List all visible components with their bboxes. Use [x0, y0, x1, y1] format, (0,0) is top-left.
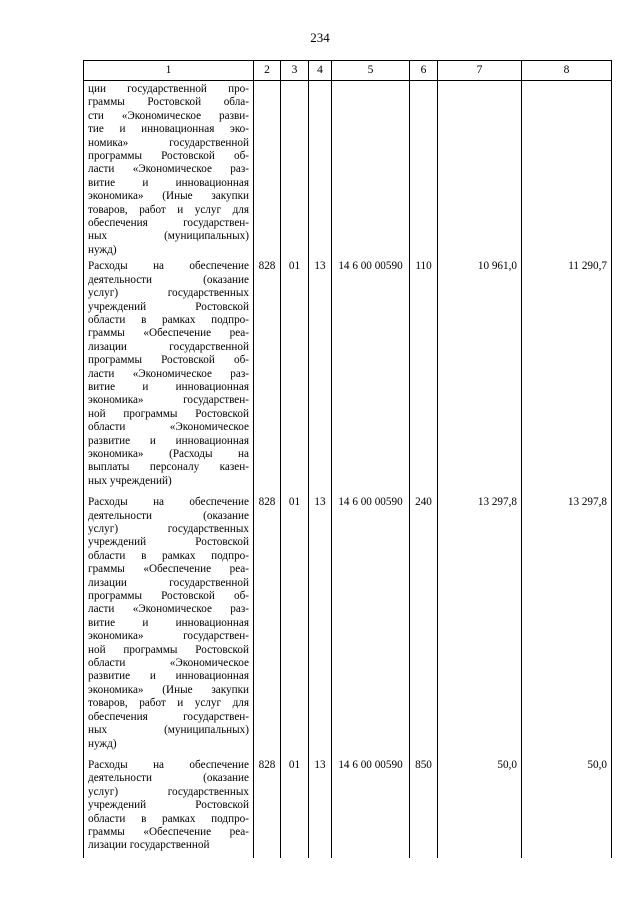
description-line: области в рамках подпро-	[88, 812, 249, 825]
description-line: товаров, работ и услуг для	[88, 697, 249, 710]
description-line: граммы «Обеспечение реа-	[88, 563, 249, 576]
amount-year-1: 10 961,0	[438, 257, 522, 493]
row-description	[84, 81, 254, 258]
description-line: Расходы на обеспечение	[88, 758, 249, 771]
description-line: ции государственной про-	[88, 83, 249, 95]
description-line: деятельности (оказание	[88, 772, 249, 785]
ministry-code: 828	[254, 756, 281, 858]
amount-year-2: 50,0	[522, 756, 612, 858]
description-line: Расходы на обеспечение	[88, 496, 249, 509]
description-line: развитие и инновационная	[88, 434, 249, 447]
subsection-code	[309, 81, 332, 258]
expense-type-code: 850	[410, 756, 438, 858]
description-line: обеспечения государствен-	[88, 217, 249, 230]
description-line: лизации государственной	[88, 839, 210, 852]
column-header: 6	[410, 61, 438, 81]
description-line: деятельности (оказание	[88, 509, 249, 522]
amount-year-1: 50,0	[438, 756, 522, 858]
column-header: 3	[281, 61, 309, 81]
target-article-code: 14 6 00 00590	[332, 257, 410, 493]
description-line: сти «Экономическое разви-	[88, 109, 249, 122]
target-article-code: 14 6 00 00590	[332, 493, 410, 756]
table-row	[84, 493, 612, 756]
description-line: Расходы на обеспечение	[88, 260, 249, 273]
description-line: услуг) государственных	[88, 287, 249, 300]
budget-table	[83, 60, 612, 858]
table-header-row	[84, 61, 612, 81]
description-line: программы Ростовской об-	[88, 354, 249, 367]
description-line: программы Ростовской об-	[88, 590, 249, 603]
description-line: развитие и инновационная	[88, 670, 249, 683]
description-line: услуг) государственных	[88, 523, 249, 535]
description-line: лизации государственной	[88, 340, 249, 353]
description-line: экономика» (Иные закупки	[88, 190, 249, 203]
row-description	[84, 493, 254, 756]
description-line: области в рамках подпро-	[88, 313, 249, 326]
ministry-code	[254, 81, 281, 258]
description-line: граммы «Обеспечение реа-	[88, 327, 249, 340]
description-line: выплаты персоналу казен-	[88, 461, 249, 474]
target-article-code: 14 6 00 00590	[332, 756, 410, 858]
amount-year-2	[522, 81, 612, 258]
amount-year-2: 11 290,7	[522, 257, 612, 493]
amount-year-1: 13 297,8	[438, 493, 522, 756]
expense-type-code: 240	[410, 493, 438, 756]
description-line: ласти «Экономическое раз-	[88, 163, 249, 176]
ministry-code: 828	[254, 257, 281, 493]
section-code: 01	[281, 257, 309, 493]
target-article-code	[332, 81, 410, 258]
column-header: 4	[309, 61, 332, 81]
description-line: номика» государственной	[88, 136, 249, 149]
section-code	[281, 81, 309, 258]
description-line: граммы Ростовской обла-	[88, 96, 249, 109]
description-line: ных учреждений)	[88, 474, 172, 487]
description-line: граммы «Обеспечение реа-	[88, 825, 249, 838]
description-line: ной программы Ростовской	[88, 407, 249, 420]
description-line: ных (муниципальных)	[88, 724, 249, 737]
amount-year-2: 13 297,8	[522, 493, 612, 756]
row-description	[84, 257, 254, 493]
description-line: лизации государственной	[88, 576, 249, 589]
description-line: обеспечения государствен-	[88, 710, 249, 723]
description-line: экономика» (Иные закупки	[88, 683, 249, 696]
column-header: 7	[438, 61, 522, 81]
amount-year-1	[438, 81, 522, 258]
subsection-code: 13	[309, 257, 332, 493]
subsection-code: 13	[309, 493, 332, 756]
description-line: витие и инновационная	[88, 176, 249, 189]
description-line: ных (муниципальных)	[88, 230, 249, 243]
expense-type-code: 110	[410, 257, 438, 493]
description-line: деятельности (оказание	[88, 273, 249, 286]
description-line: услуг) государственных	[88, 785, 249, 798]
expense-type-code	[410, 81, 438, 258]
subsection-code: 13	[309, 756, 332, 858]
description-line: ласти «Экономическое раз-	[88, 367, 249, 380]
table-row	[84, 756, 612, 858]
description-line: нужд)	[88, 737, 117, 750]
table-row	[84, 81, 612, 258]
description-line: программы Ростовской об-	[88, 150, 249, 163]
description-line: учреждений Ростовской	[88, 300, 249, 313]
page-number: 234	[310, 30, 330, 45]
section-code: 01	[281, 493, 309, 756]
column-header: 2	[254, 61, 281, 81]
column-header: 1	[84, 61, 254, 81]
description-line: ласти «Экономическое раз-	[88, 603, 249, 616]
description-line: нужд)	[88, 243, 117, 256]
ministry-code: 828	[254, 493, 281, 756]
description-line: экономика» государствен-	[88, 630, 249, 643]
section-code: 01	[281, 756, 309, 858]
description-line: тие и инновационная эко-	[88, 123, 249, 136]
description-line: области в рамках подпро-	[88, 549, 249, 562]
description-line: учреждений Ростовской	[88, 799, 249, 812]
description-line: экономика» (Расходы на	[88, 447, 249, 460]
description-line: товаров, работ и услуг для	[88, 203, 249, 216]
column-header: 8	[522, 61, 612, 81]
row-description	[84, 756, 254, 858]
description-line: витие и инновационная	[88, 380, 249, 393]
description-line: экономика» государствен-	[88, 394, 249, 407]
table-row	[84, 257, 612, 493]
column-header: 5	[332, 61, 410, 81]
description-line: ной программы Ростовской	[88, 643, 249, 656]
description-line: учреждений Ростовской	[88, 536, 249, 549]
description-line: витие и инновационная	[88, 616, 249, 629]
description-line: области «Экономическое	[88, 657, 249, 670]
description-line: области «Экономическое	[88, 421, 249, 434]
